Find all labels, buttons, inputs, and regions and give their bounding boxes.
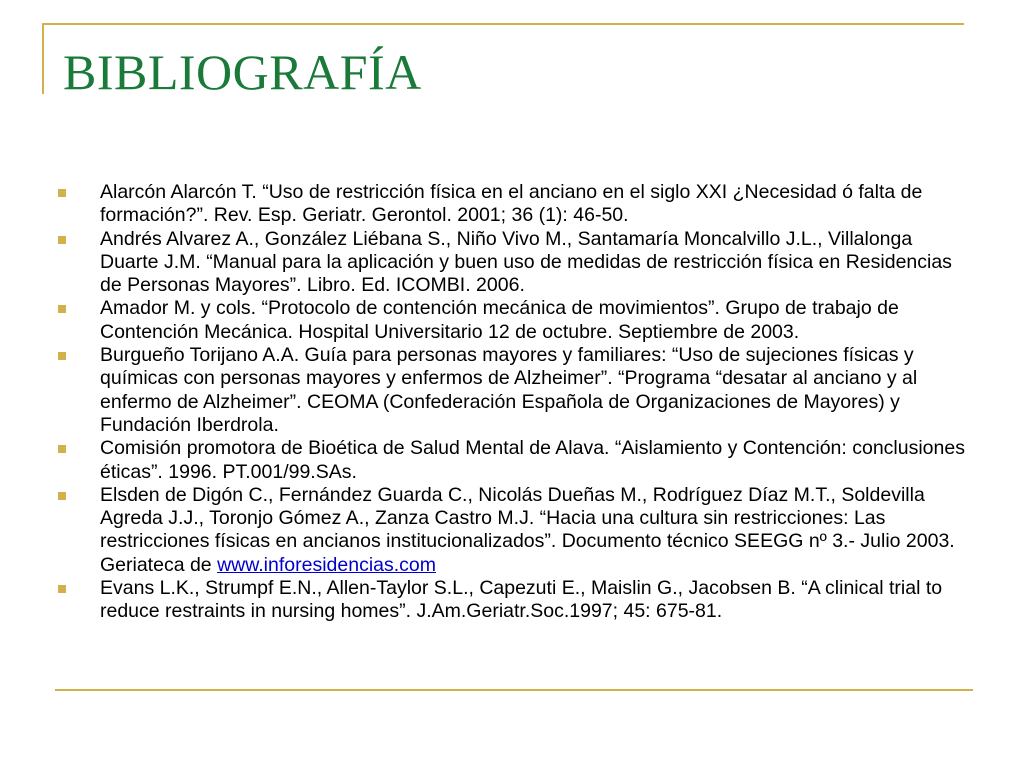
reference-text: Amador M. y cols. “Protocolo de contención mecánica de movimientos”. Grupo de trabajo de Contención Mecánica. Hospital Universitario 12 de octubre. Septiembre de 2003. <box>100 297 899 343</box>
reference-item <box>58 577 968 624</box>
inforesidencias-link[interactable]: www.inforesidencias.com <box>217 553 436 576</box>
frame-top-line <box>42 23 964 25</box>
reference-text: Alarcón Alarcón T. “Uso de restricción física en el anciano en el siglo XXI ¿Necesidad ó falta de formación?”. Rev. Esp. Geriatr. Gerontol. 2001; 36 (1): 46-50. <box>100 181 923 227</box>
reference-text: Evans L.K., Strumpf E.N., Allen-Taylor S.L., Capezuti E., Maislin G., Jacobsen B. “A clinical trial to reduce restraints in nursing homes”. J.Am.Geriatr.Soc.1997; 45: 675-81. <box>100 577 943 623</box>
reference-item <box>58 437 968 484</box>
reference-text: Andrés Alvarez A., González Liébana S., Niño Vivo M., Santamaría Moncalvillo J.L., Villalonga Duarte J.M. “Manual para la aplicación y buen uso de medidas de restricción física en Residencias de Personas Mayores”. Libro. Ed. ICOMBI. 2006. <box>100 227 952 297</box>
reference-item <box>58 181 968 228</box>
frame-bottom-line <box>55 689 973 691</box>
square-bullet-icon <box>58 236 66 244</box>
reference-text: Comisión promotora de Bioética de Salud Mental de Alava. “Aislamiento y Contención: conclusiones éticas”. 1996. PT.001/99.SAs. <box>100 437 965 483</box>
square-bullet-icon <box>58 492 66 500</box>
square-bullet-icon <box>58 585 66 593</box>
reference-text: Burgueño Torijano A.A. Guía para personas mayores y familiares: “Uso de sujeciones físicas y químicas con personas mayores y enfermos de Alzheimer”. “Programa “desatar al anciano y al enfermo de Alzheimer”. CEOMA (Confederación Española de Organizaciones de Mayores) y Fundación Iberdrola. <box>100 344 918 436</box>
square-bullet-icon <box>58 445 66 453</box>
frame-left-line <box>42 23 44 94</box>
square-bullet-icon <box>58 305 66 313</box>
square-bullet-icon <box>58 352 66 360</box>
slide-title: BIBLIOGRAFÍA <box>63 44 422 100</box>
reference-item <box>58 228 968 298</box>
square-bullet-icon <box>58 189 66 197</box>
reference-list <box>58 181 968 624</box>
reference-item <box>58 484 968 577</box>
reference-item <box>58 297 968 344</box>
reference-item <box>58 344 968 437</box>
reference-text: Elsden de Digón C., Fernández Guarda C., Nicolás Dueñas M., Rodríguez Díaz M.T., Soldevilla Agreda J.J., Toronjo Gómez A., Zanza Castro M.J. “Hacia una cultura sin restricciones: Las restricciones físicas en ancianos institucionalizados”. Documento técnico SEEGG nº 3.- Julio 2003. Geriateca de <box>100 483 955 576</box>
